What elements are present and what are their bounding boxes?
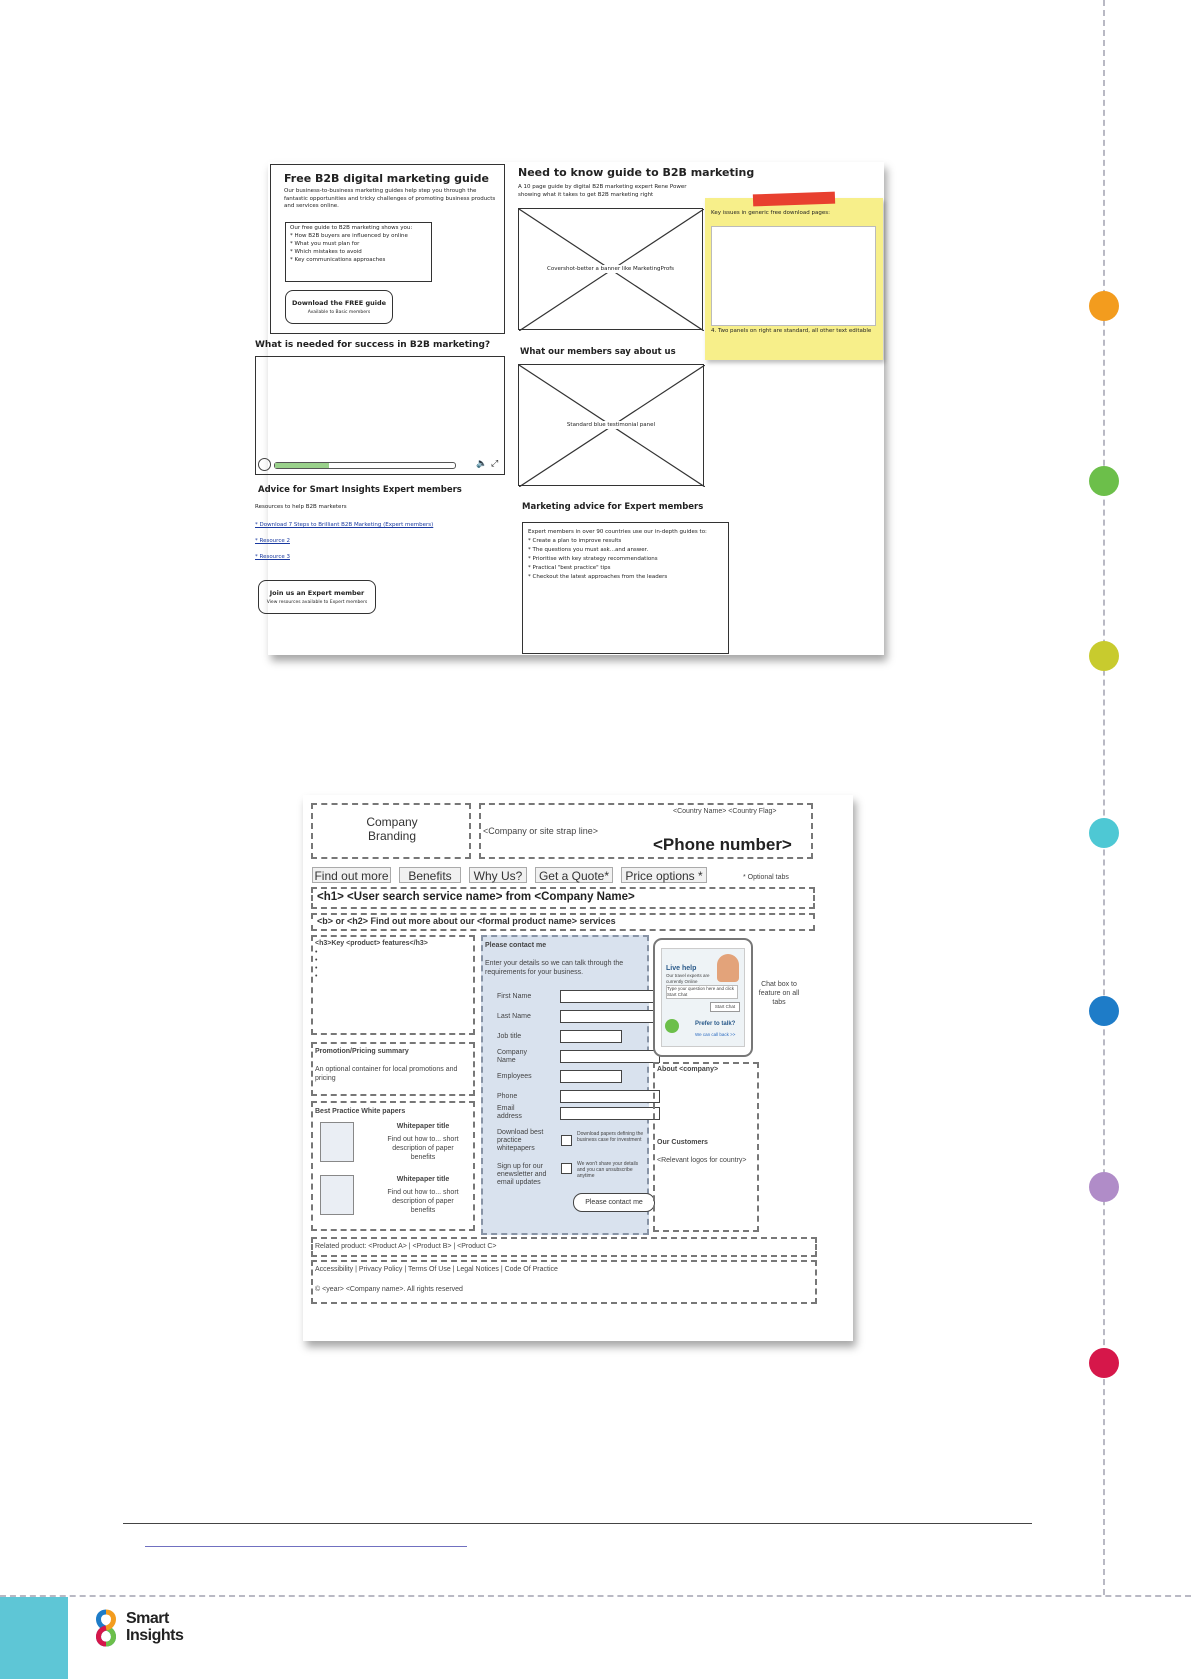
- chat-input[interactable]: Type your question here and click Start Chat: [666, 985, 738, 999]
- sticky-note: [705, 198, 883, 360]
- footer-links[interactable]: Accessibility | Privacy Policy | Terms Of Use | Legal Notices | Code Of Practice: [315, 1266, 558, 1273]
- resource-link-1[interactable]: * Download 7 Steps to Brilliant B2B Marketing (Expert members): [255, 522, 434, 528]
- guide-list-intro: Our free guide to B2B marketing shows you:: [290, 225, 413, 231]
- wp2-title: Whitepaper title: [396, 1176, 450, 1183]
- timeline-dot-lime: [1089, 641, 1119, 671]
- about-title: About <company>: [657, 1066, 719, 1073]
- download-guide-sub: Available to Basic members: [307, 310, 371, 315]
- timeline-dot-orange: [1089, 291, 1119, 321]
- signup-checkbox[interactable]: [561, 1163, 572, 1174]
- footer-dashed-line: [0, 1595, 1191, 1597]
- download-guide-button[interactable]: [285, 290, 393, 324]
- tab-price-options[interactable]: Price options *: [621, 867, 707, 883]
- download-guide-label: Download the FREE guide: [291, 299, 387, 307]
- download-label: Download best practice whitepapers: [497, 1129, 544, 1152]
- employees-input[interactable]: [560, 1070, 622, 1083]
- start-chat-button[interactable]: Start Chat: [710, 1002, 740, 1012]
- copyright-text: © <year> <Company name>. All rights reserved: [315, 1286, 463, 1293]
- last-name-input[interactable]: [560, 1010, 660, 1023]
- smart-insights-logo: [90, 1608, 210, 1658]
- wp1-text: Find out how to... short description of paper benefits: [387, 1136, 459, 1161]
- cover-label: Covershot-better a banner like MarketingProfs: [546, 266, 675, 272]
- mkt-list-4: * Practical "best practice" tips: [528, 565, 611, 571]
- download-checkbox[interactable]: [561, 1135, 572, 1146]
- download-note: Download papers defining the business case for investment: [577, 1131, 644, 1143]
- guide-desc: Our business-to-business marketing guides help step you through the fantastic opportunities and tricky challenges of promoting business products and services online.: [284, 188, 496, 209]
- tape: [753, 192, 835, 207]
- guide-title: Free B2B digital marketing guide: [284, 172, 489, 185]
- footnote-divider: [123, 1523, 1032, 1524]
- about-box: [653, 1062, 759, 1232]
- mkt-intro: Expert members in over 90 countries use our in-depth guides to:: [528, 529, 707, 535]
- sticky-note-text: 4. Two panels on right are standard, all other text editable: [711, 328, 872, 334]
- advice-sub: Resources to help B2B marketers: [255, 504, 347, 510]
- job-title-input[interactable]: [560, 1030, 622, 1043]
- field-label-last-name: Last Name: [497, 1013, 531, 1020]
- mkt-list-1: * Create a plan to improve results: [528, 538, 622, 544]
- live-help-title: Live help: [666, 965, 697, 972]
- call-back-link[interactable]: We can call back >>: [695, 1032, 736, 1037]
- success-title: What is needed for success in B2B marketing?: [255, 340, 491, 350]
- video-progress-bar[interactable]: [274, 462, 456, 469]
- h1-text: <h1> <User search service name> from <Company Name>: [317, 891, 635, 903]
- first-name-input[interactable]: [560, 990, 660, 1003]
- optional-tabs-note: * Optional tabs: [743, 874, 789, 881]
- contact-title: Please contact me: [485, 942, 547, 949]
- timeline-dot-purple: [1089, 1172, 1119, 1202]
- wp2-text: Find out how to... short description of paper benefits: [387, 1189, 459, 1214]
- video-progress-fill: [275, 463, 329, 468]
- phone-text: <Phone number>: [653, 835, 792, 854]
- b2b-guide-wireframe: [255, 162, 884, 655]
- bullet-1: •: [315, 949, 318, 956]
- wp1-title: Whitepaper title: [396, 1123, 450, 1130]
- agent-avatar: [717, 954, 739, 982]
- play-icon[interactable]: [258, 458, 271, 471]
- bullet-2: •: [315, 957, 318, 964]
- strap-text: <Company or site strap line>: [483, 826, 599, 836]
- volume-icon[interactable]: 🔈: [476, 459, 488, 469]
- fullscreen-icon[interactable]: ⤢: [491, 459, 499, 469]
- logo-line-1: Smart: [126, 1610, 169, 1627]
- mkt-list-5: * Checkout the latest approaches from the leaders: [528, 574, 668, 580]
- chat-note: Chat box to feature on all tabs: [758, 981, 800, 1006]
- field-label-employees: Employees: [497, 1073, 532, 1080]
- customers-title: Our Customers: [657, 1139, 708, 1146]
- advice-title: Advice for Smart Insights Expert members: [258, 485, 462, 495]
- related-text: Related product: <Product A> | <Product B> | <Product C>: [315, 1243, 497, 1250]
- guide-list-1: * How B2B buyers are influenced by online: [290, 233, 408, 239]
- branding-text: Company Branding: [366, 815, 418, 843]
- phone-icon: [665, 1019, 679, 1033]
- tab-benefits[interactable]: Benefits: [399, 867, 461, 883]
- members-title: What our members say about us: [520, 347, 676, 357]
- footnote-link-underline: [145, 1546, 467, 1547]
- cover-placeholder: [518, 208, 703, 330]
- mkt-list-2: * The questions you must ask...and answer.: [528, 547, 649, 553]
- timeline-dot-blue: [1089, 996, 1119, 1026]
- phone-input[interactable]: [560, 1090, 660, 1103]
- features-heading: <h3>Key <product> features</h3>: [315, 940, 428, 947]
- landing-page-wireframe: [303, 795, 853, 1341]
- sticky-title: Key issues in generic free download pages:: [711, 210, 830, 216]
- chat-box[interactable]: [653, 938, 753, 1057]
- timeline-dot-red: [1089, 1348, 1119, 1378]
- logos-text: <Relevant logos for country>: [657, 1157, 747, 1164]
- whitepaper-thumb-1[interactable]: [320, 1122, 354, 1162]
- signup-label: Sign up for our enewsletter and email updates: [497, 1163, 547, 1186]
- join-expert-label: Join us an Expert member: [269, 589, 365, 597]
- page-tab-bar: [0, 1597, 68, 1679]
- testimonial-placeholder: [518, 364, 704, 486]
- bullet-4: •: [315, 973, 318, 980]
- tab-why-us[interactable]: Why Us?: [469, 867, 527, 883]
- contact-me-button[interactable]: [573, 1193, 655, 1212]
- bullet-3: •: [315, 965, 318, 972]
- signup-note: We won't share your details and you can unsubscribe anytime: [577, 1161, 639, 1179]
- sticky-inner-box: [711, 226, 876, 326]
- contact-intro: Enter your details so we can talk through the requirements for your business.: [485, 960, 624, 976]
- mkt-title: Marketing advice for Expert members: [522, 502, 704, 512]
- smart-insights-mark-icon: [90, 1608, 122, 1658]
- guide-list-4: * Key communications approaches: [290, 257, 386, 263]
- tab-find-out-more[interactable]: Find out more: [312, 867, 391, 883]
- promo-text: An optional container for local promotions and pricing: [315, 1066, 458, 1082]
- timeline-dot-cyan: [1089, 818, 1119, 848]
- promo-title: Promotion/Pricing summary: [315, 1048, 409, 1055]
- timeline-dot-green: [1089, 466, 1119, 496]
- logo-line-2: Insights: [126, 1627, 184, 1644]
- whitepaper-thumb-2[interactable]: [320, 1175, 354, 1215]
- logo-wordmark: [126, 1610, 183, 1644]
- video-panel: [255, 356, 505, 475]
- mkt-list-3: * Prioritise with key strategy recommendations: [528, 556, 658, 562]
- resource-link-3[interactable]: * Resource 3: [255, 554, 290, 560]
- field-label-job-title: Job title: [497, 1033, 522, 1040]
- join-expert-sub: View resources available to Expert members: [266, 600, 368, 605]
- field-label-phone: Phone: [497, 1093, 518, 1100]
- field-label-first-name: First Name: [497, 993, 532, 1000]
- prefer-talk: Prefer to talk?: [695, 1021, 736, 1027]
- h2-text: <b> or <h2> Find out more about our <formal product name> services: [317, 916, 616, 926]
- need-desc: A 10 page guide by digital B2B marketing expert Rene Power showing what it takes to get B2B marketing right: [518, 184, 687, 198]
- guide-list-3: * Which mistakes to avoid: [290, 249, 362, 255]
- resource-link-2[interactable]: * Resource 2: [255, 538, 290, 544]
- email-input[interactable]: [560, 1107, 660, 1120]
- company-input[interactable]: [560, 1050, 660, 1063]
- testimonial-label: Standard blue testimonial panel: [566, 422, 656, 428]
- field-label-company: Company Name: [497, 1049, 527, 1064]
- field-label-email: Email address: [497, 1105, 522, 1120]
- contact-form: [481, 935, 649, 1235]
- tab-get-quote[interactable]: Get a Quote*: [535, 867, 613, 883]
- country-text: <Country Name> <Country Flag>: [673, 808, 777, 815]
- live-help-status: Our travel experts are currently Online: [666, 973, 710, 984]
- features-box: [311, 935, 475, 1035]
- contact-me-label: Please contact me: [585, 1199, 643, 1206]
- join-expert-button[interactable]: [258, 580, 376, 614]
- guide-list-2: * What you must plan for: [290, 241, 360, 247]
- whitepapers-title: Best Practice White papers: [315, 1108, 406, 1115]
- need-title: Need to know guide to B2B marketing: [518, 166, 755, 179]
